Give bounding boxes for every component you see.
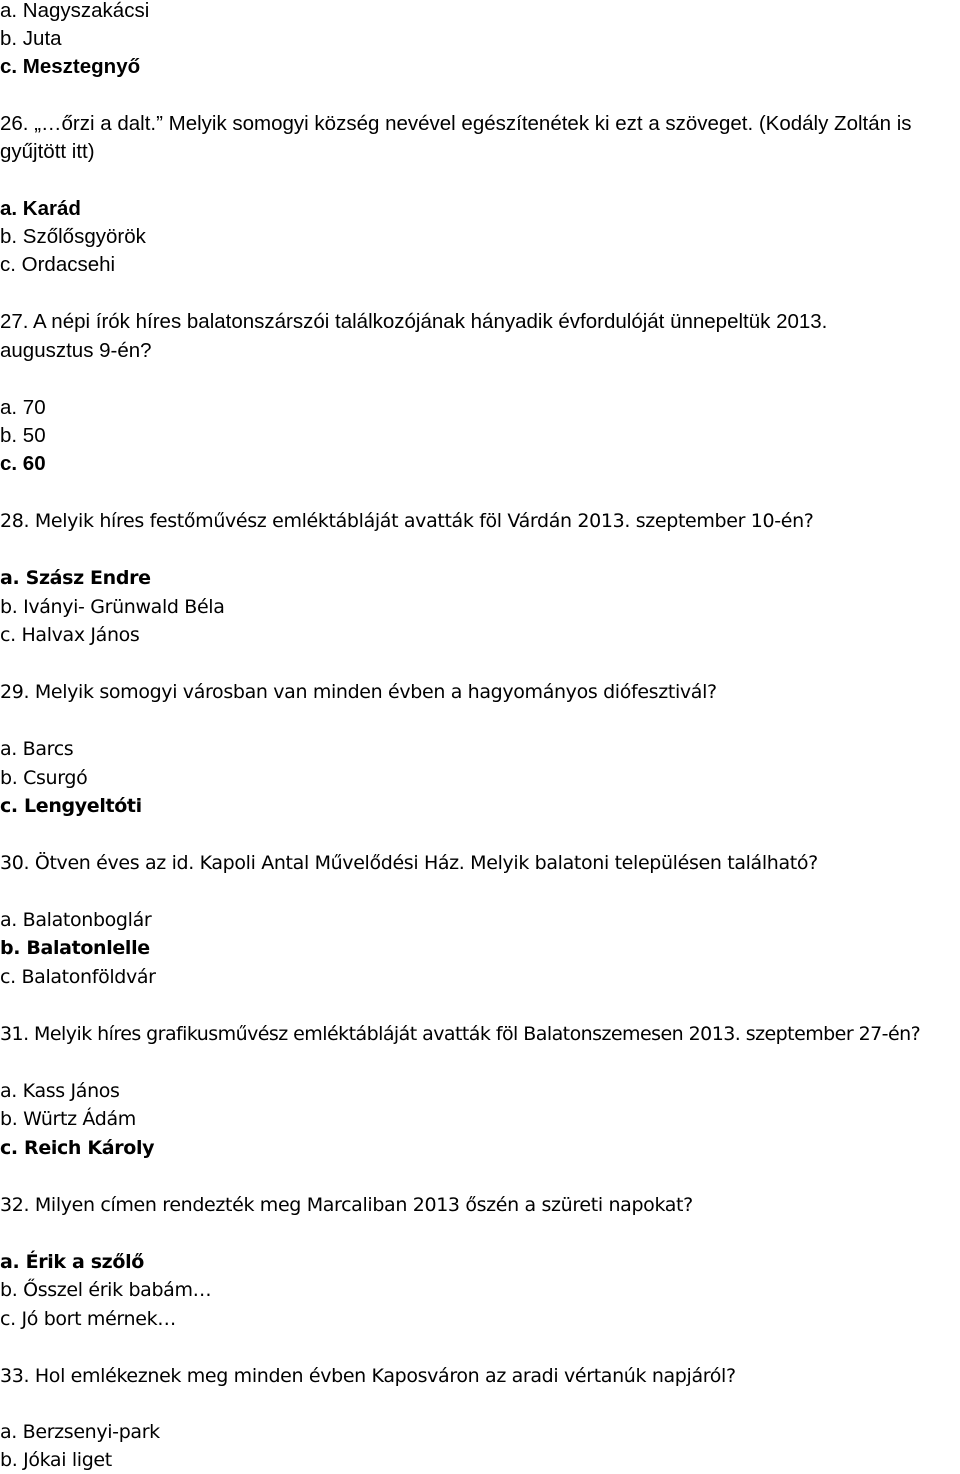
option-c-correct: c. 60 <box>0 452 46 475</box>
question-26-text: 26. „…őrzi a dalt.” Melyik somogyi község nevével egészítenétek ki ezt a szöveget. (Kodály Zoltán is <box>0 112 912 135</box>
option-b: b. Würtz Ádám <box>0 1108 136 1130</box>
option-c-correct: c. Mesztegnyő <box>0 55 141 78</box>
option-c: c. Balatonföldvár <box>0 966 156 988</box>
question-30-text: 30. Ötven éves az id. Kapoli Antal Művelődési Ház. Melyik balatoni településen található? <box>0 852 818 874</box>
option-a: a. Balatonboglár <box>0 909 152 931</box>
option-b: b. Szőlősgyörök <box>0 225 146 248</box>
option-a: a. Nagyszakácsi <box>0 0 150 22</box>
question-27-text: 27. A népi írók híres balatonszárszói találkozójának hányadik évfordulóját ünnepeltük 2013. <box>0 310 828 333</box>
option-a: a. Berzsenyi-park <box>0 1421 160 1443</box>
option-c: c. Ordacsehi <box>0 253 116 276</box>
question-29-text: 29. Melyik somogyi városban van minden évben a hagyományos diófesztivál? <box>0 681 717 703</box>
question-32-text: 32. Milyen címen rendezték meg Marcaliban 2013 őszén a szüreti napokat? <box>0 1194 693 1216</box>
option-a-correct: a. Karád <box>0 197 81 220</box>
option-c: c. Halvax János <box>0 624 140 646</box>
option-b: b. Iványi- Grünwald Béla <box>0 596 225 618</box>
option-c-correct: c. Lengyeltóti <box>0 795 142 817</box>
option-c: c. Jó bort mérnek… <box>0 1308 176 1330</box>
option-b: b. 50 <box>0 424 46 447</box>
option-a-correct: a. Szász Endre <box>0 567 151 589</box>
option-b: b. Csurgó <box>0 767 88 789</box>
option-a: a. Kass János <box>0 1080 120 1102</box>
option-a: a. 70 <box>0 396 46 419</box>
question-26-text-cont: gyűjtött itt) <box>0 140 95 163</box>
option-b: b. Juta <box>0 27 62 50</box>
option-b: b. Ősszel érik babám… <box>0 1279 212 1301</box>
option-a: a. Barcs <box>0 738 74 760</box>
question-27-text-cont: augusztus 9-én? <box>0 339 152 362</box>
question-33-text: 33. Hol emlékeznek meg minden évben Kaposváron az aradi vértanúk napjáról? <box>0 1365 736 1387</box>
question-31-text: 31. Melyik híres grafikusművész emléktábláját avatták föl Balatonszemesen 2013. szeptember 27-én? <box>0 1023 921 1045</box>
option-a-correct: a. Érik a szőlő <box>0 1251 144 1273</box>
option-b: b. Jókai liget <box>0 1449 112 1471</box>
option-c-correct: c. Reich Károly <box>0 1137 155 1159</box>
option-b-correct: b. Balatonlelle <box>0 937 150 959</box>
question-28-text: 28. Melyik híres festőművész emléktábláját avatták föl Várdán 2013. szeptember 10-én? <box>0 510 814 532</box>
